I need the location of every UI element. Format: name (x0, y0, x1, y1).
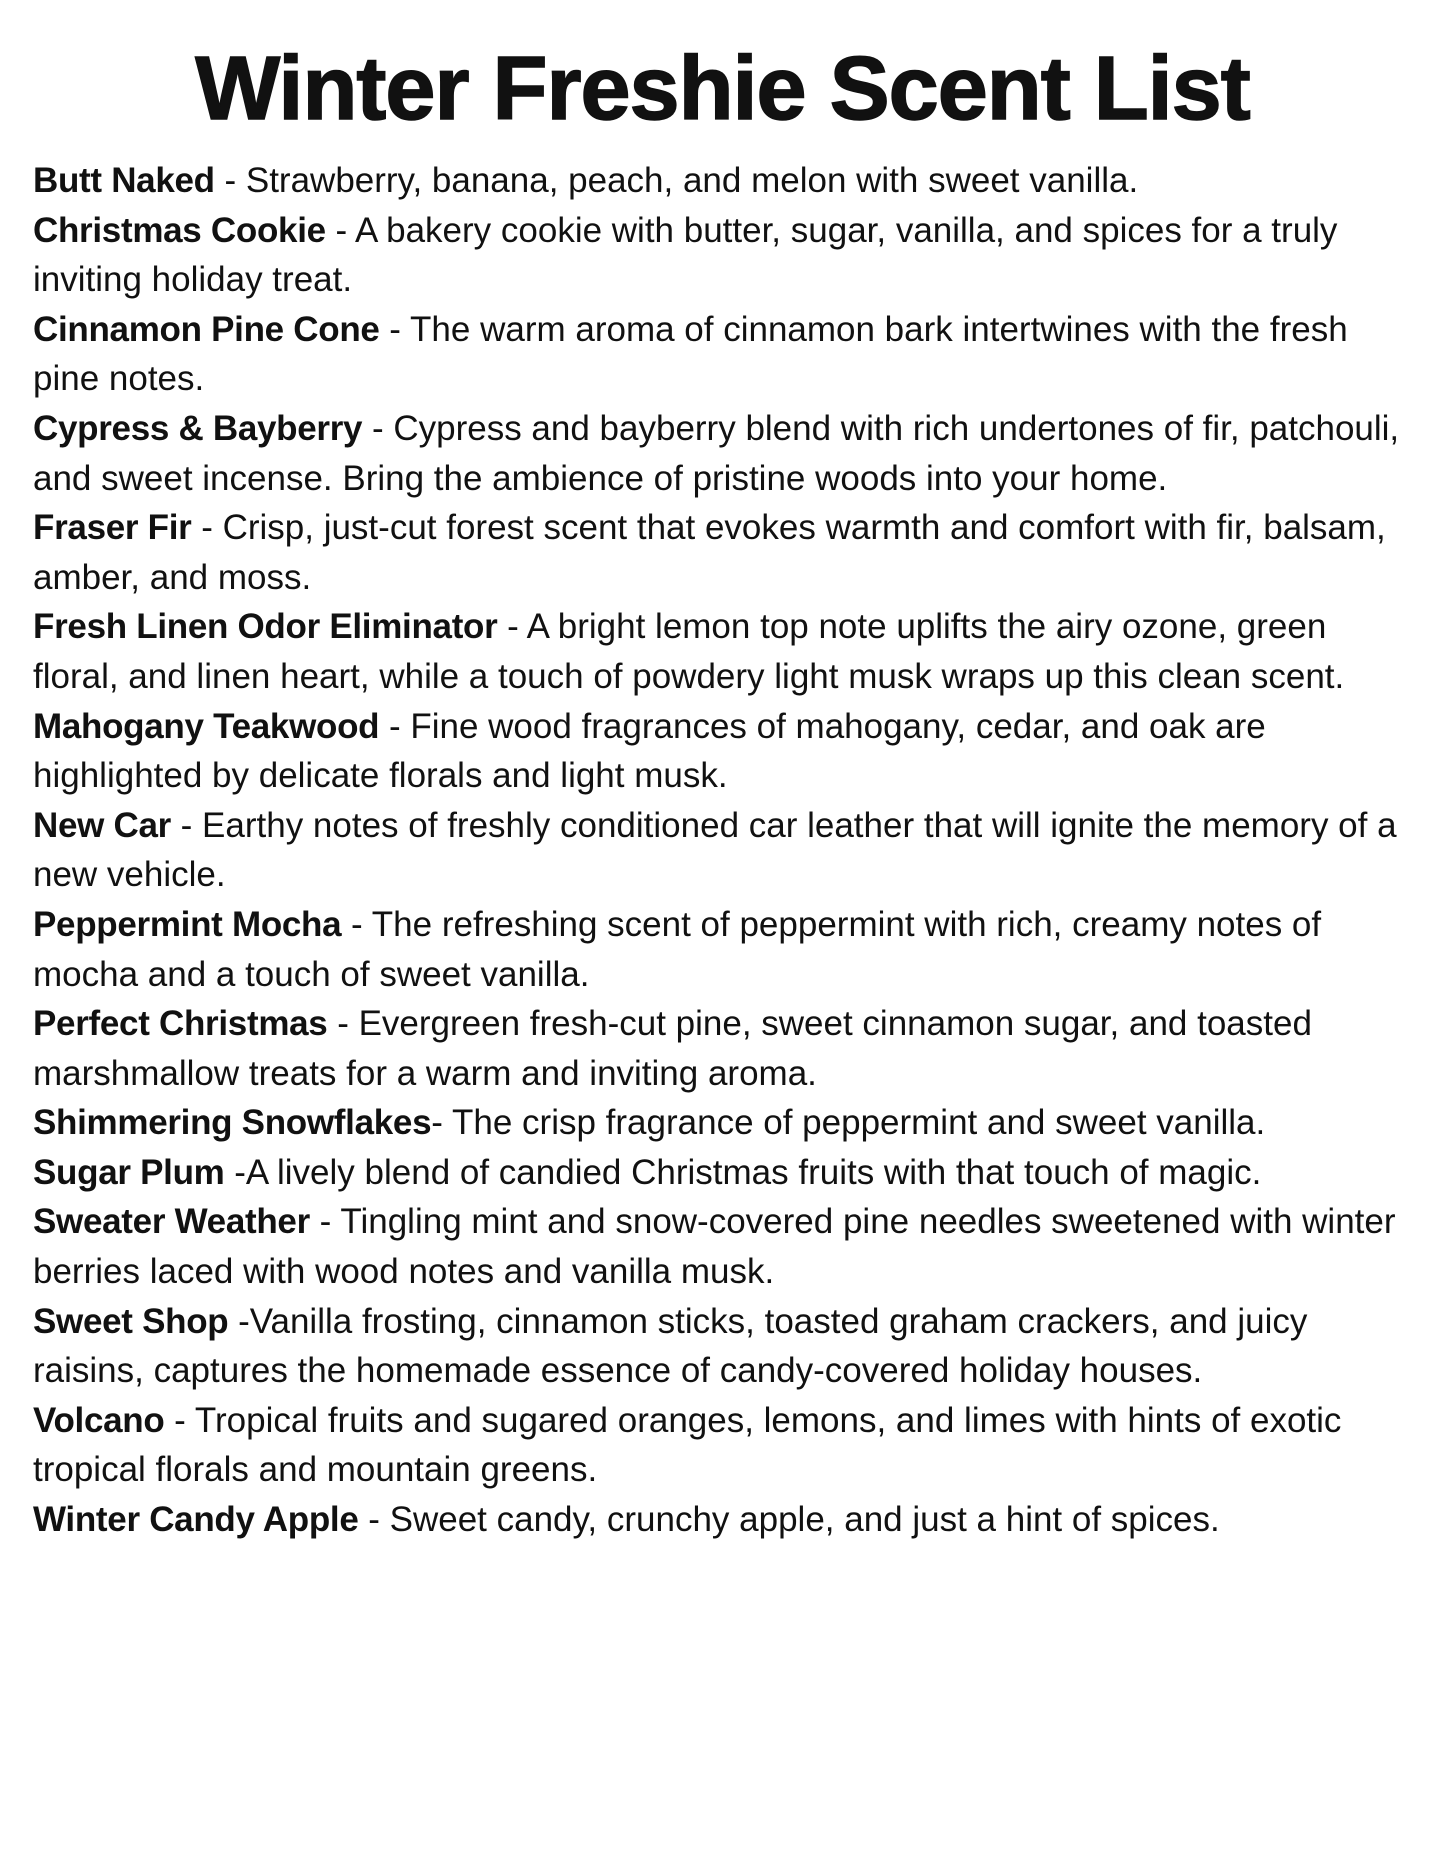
scent-description: - Evergreen fresh-cut pine, sweet cinnamon sugar, and toasted marshmallow treats for a warm and inviting aroma. (33, 1004, 1312, 1093)
scent-item (33, 1297, 1418, 1396)
scent-item (33, 206, 1418, 305)
scent-list (0, 134, 1445, 1545)
scent-name: Christmas Cookie (33, 210, 326, 250)
scent-description: - Crisp, just-cut forest scent that evokes warmth and comfort with fir, balsam, amber, and moss. (33, 508, 1386, 597)
scent-name: Fraser Fir (33, 508, 192, 548)
scent-description: - A bright lemon top note uplifts the airy ozone, green floral, and linen heart, while a touch of powdery light musk wraps up this clean scent. (33, 607, 1345, 696)
scent-item (33, 156, 1418, 206)
scent-description: - The warm aroma of cinnamon bark intertwines with the fresh pine notes. (33, 309, 1348, 399)
scent-item (33, 702, 1418, 801)
scent-name: Butt Naked (33, 161, 215, 200)
scent-name: Peppermint Mocha (33, 904, 342, 944)
scent-description: - A bakery cookie with butter, sugar, vanilla, and spices for a truly inviting holiday treat. (33, 210, 1338, 300)
scent-description: - Tropical fruits and sugared oranges, lemons, and limes with hints of exotic tropical florals and mountain greens. (33, 1400, 1342, 1490)
scent-name: Sweater Weather (33, 1202, 310, 1242)
scent-item (33, 404, 1418, 503)
scent-name: Winter Candy Apple (33, 1500, 359, 1540)
scent-item (33, 1148, 1418, 1198)
scent-name: Volcano (33, 1400, 165, 1440)
scent-name: Sugar Plum (33, 1152, 225, 1192)
scent-name: Cypress & Bayberry (33, 408, 363, 448)
scent-description: - Tingling mint and snow-covered pine needles sweetened with winter berries laced with wood notes and vanilla musk. (33, 1202, 1396, 1292)
scent-name: Sweet Shop (33, 1301, 229, 1341)
scent-description: - Strawberry, banana, peach, and melon with sweet vanilla. (214, 161, 1139, 200)
scent-item (33, 801, 1418, 900)
scent-name: Mahogany Teakwood (33, 706, 380, 746)
scent-description: - Sweet candy, crunchy apple, and just a hint of spices. (358, 1500, 1220, 1540)
scent-name: Perfect Christmas (33, 1004, 328, 1044)
scent-item (33, 1396, 1418, 1495)
scent-description: - Cypress and bayberry blend with rich undertones of fir, patchouli, and sweet incense. Bring the ambience of pristine woods into your home. (33, 408, 1400, 498)
scent-name: New Car (33, 805, 171, 845)
scent-description: - The crisp fragrance of peppermint and sweet vanilla. (431, 1103, 1266, 1143)
scent-name: Cinnamon Pine Cone (33, 309, 380, 349)
scent-item (33, 503, 1418, 602)
scent-description: - Earthy notes of freshly conditioned car leather that will ignite the memory of a new vehicle. (33, 805, 1397, 895)
scent-item (33, 305, 1418, 404)
scent-item (33, 1495, 1418, 1545)
scent-item (33, 999, 1418, 1098)
scent-name: Fresh Linen Odor Eliminator (33, 607, 498, 647)
scent-item (33, 602, 1418, 701)
scent-description: - The refreshing scent of peppermint with rich, creamy notes of mocha and a touch of sweet vanilla. (33, 904, 1322, 994)
scent-description: -Vanilla frosting, cinnamon sticks, toasted graham crackers, and juicy raisins, captures the homemade essence of candy-covered holiday houses. (33, 1301, 1308, 1391)
scent-name: Shimmering Snowflakes (33, 1103, 432, 1143)
page-title: Winter Freshie Scent List (195, 39, 1250, 139)
scent-description: - Fine wood fragrances of mahogany, cedar, and oak are highlighted by delicate florals and light musk. (33, 706, 1266, 796)
scent-item (33, 900, 1418, 999)
scent-item (33, 1098, 1418, 1148)
scent-description: -A lively blend of candied Christmas fruits with that touch of magic. (224, 1152, 1262, 1192)
scent-item (33, 1197, 1418, 1296)
